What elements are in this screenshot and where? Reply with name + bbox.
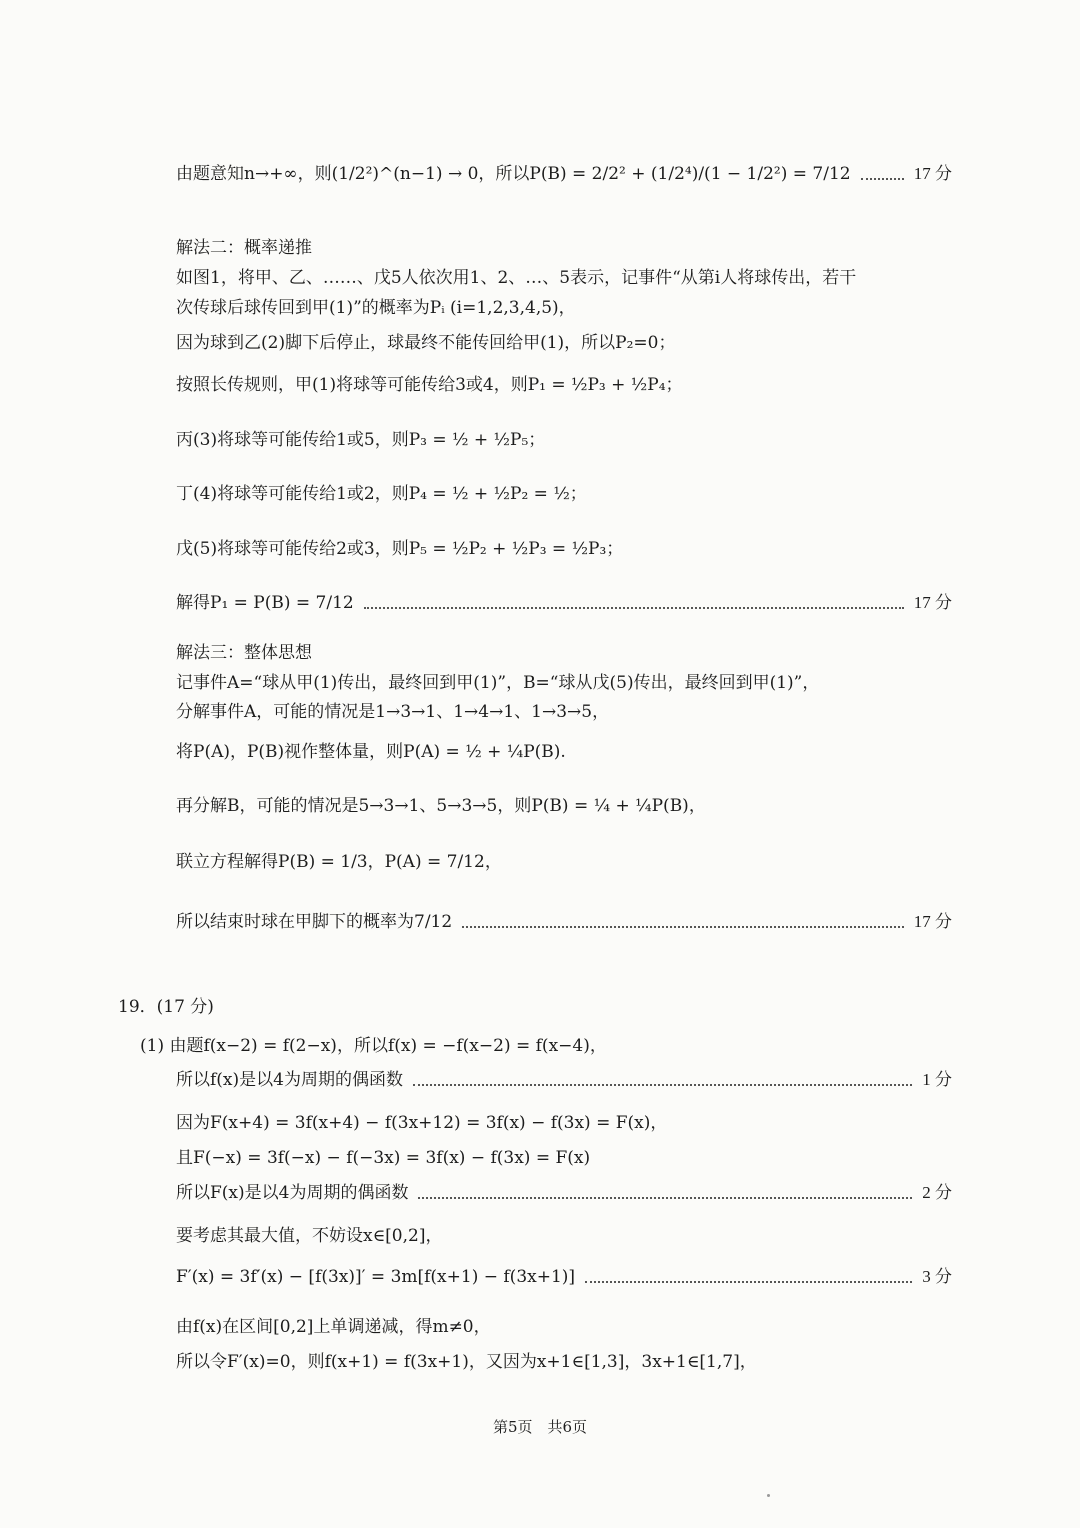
line-text: 且F(−x) = 3f(−x) − f(−3x) = 3f(x) − f(3x) = F(x) — [176, 1148, 591, 1168]
line-text: 由题意知n→+∞，则(1/2²)^(n−1) → 0，所以P(B) = 2/2² + (1/2⁴)/(1 − 1/2²) = 7/12 — [176, 164, 851, 184]
dot-leader — [585, 1279, 912, 1283]
text-line — [140, 1034, 952, 1058]
line-text: 记事件A=“球从甲(1)传出，最终回到甲(1)”，B=“球从戊(5)传出，最终回到甲(1)”， — [176, 673, 820, 693]
line-text: 将P(A)，P(B)视作整体量，则P(A) = ½ + ¼P(B). — [176, 742, 566, 762]
score-label: 3 分 — [922, 1267, 952, 1286]
line-text: 由f(x)在区间[0,2]上单调递减，得m≠0， — [176, 1317, 491, 1337]
line-text: 所以F(x)是以4为周期的偶函数 — [176, 1183, 409, 1203]
line-text: 19．(17 分) — [118, 997, 214, 1017]
line-text: 如图1，将甲、乙、……、戊5人依次用1、2、…、5表示，记事件“从第i人将球传出，若干 — [176, 268, 857, 288]
line-text: 要考虑其最大值，不妨设x∈[0,2]， — [176, 1226, 443, 1246]
text-line — [176, 700, 952, 724]
text-line — [118, 995, 952, 1019]
text-line — [176, 373, 952, 397]
score-label: 2 分 — [922, 1183, 952, 1202]
text-line — [176, 296, 952, 320]
text-line — [176, 794, 952, 818]
line-text: 所以结束时球在甲脚下的概率为7/12 — [176, 912, 453, 932]
text-line — [176, 1265, 952, 1289]
text-line — [176, 1068, 952, 1092]
text-line — [176, 266, 952, 290]
text-line — [176, 236, 952, 260]
line-text: 因为球到乙(2)脚下后停止，球最终不能传回给甲(1)，所以P₂=0； — [176, 333, 676, 353]
dot-leader — [462, 924, 904, 928]
text-line — [176, 482, 952, 506]
line-text: 分解事件A，可能的情况是1→3→1、1→4→1、1→3→5， — [176, 702, 610, 722]
text-line — [176, 850, 952, 874]
score-label: 17 分 — [913, 164, 952, 183]
text-line — [176, 1350, 952, 1374]
line-text: 戊(5)将球等可能传给2或3，则P₅ = ½P₂ + ½P₃ = ½P₃； — [176, 539, 624, 559]
text-line — [176, 428, 952, 452]
dot-leader — [418, 1195, 912, 1199]
score-label: 17 分 — [913, 593, 952, 612]
line-text: 丁(4)将球等可能传给1或2，则P₄ = ½ + ½P₂ = ½； — [176, 484, 587, 504]
text-line — [176, 910, 952, 934]
line-text: 解法二：概率递推 — [176, 238, 312, 258]
text-line — [176, 537, 952, 561]
line-text: 再分解B，可能的情况是5→3→1、5→3→5，则P(B) = ¼ + ¼P(B)， — [176, 796, 706, 816]
text-line — [176, 1181, 952, 1205]
text-line — [176, 162, 952, 186]
line-text: F′(x) = 3f′(x) − [f(3x)]′ = 3m[f(x+1) − f(3x+1)] — [176, 1267, 576, 1287]
text-line — [176, 1224, 952, 1248]
line-text: 因为F(x+4) = 3f(x+4) − f(3x+12) = 3f(x) − f(3x) = F(x)， — [176, 1113, 668, 1133]
line-text: (1) 由题f(x−2) = f(2−x)，所以f(x) = −f(x−2) = f(x−4)， — [140, 1036, 607, 1056]
dot-leader — [861, 176, 904, 180]
line-text: 解法三：整体思想 — [176, 643, 312, 663]
line-text: 联立方程解得P(B) = 1/3，P(A) = 7/12， — [176, 852, 502, 872]
text-line — [176, 591, 952, 615]
text-line — [176, 1111, 952, 1135]
line-text: 次传球后球传回到甲(1)”的概率为Pᵢ (i=1,2,3,4,5)， — [176, 298, 576, 318]
line-text: 丙(3)将球等可能传给1或5，则P₃ = ½ + ½P₅； — [176, 430, 546, 450]
score-label: 17 分 — [913, 912, 952, 931]
line-text: 所以令F′(x)=0，则f(x+1) = f(3x+1)，又因为x+1∈[1,3]，3x+1∈[1,7]， — [176, 1352, 757, 1372]
text-line — [176, 740, 952, 764]
dot-leader — [413, 1082, 912, 1086]
text-line — [176, 1315, 952, 1339]
line-text: 按照长传规则，甲(1)将球等可能传给3或4，则P₁ = ½P₃ + ½P₄； — [176, 375, 683, 395]
line-text: 解得P₁ = P(B) = 7/12 — [176, 593, 354, 613]
page-footer: 第5页 共6页 — [492, 1418, 588, 1436]
text-line — [176, 671, 952, 695]
text-line — [176, 1146, 952, 1170]
dot-leader — [364, 605, 904, 609]
text-line — [176, 641, 952, 665]
score-label: 1 分 — [922, 1070, 952, 1089]
text-line — [176, 331, 952, 355]
scan-speck — [767, 1494, 770, 1497]
line-text: 所以f(x)是以4为周期的偶函数 — [176, 1070, 403, 1090]
